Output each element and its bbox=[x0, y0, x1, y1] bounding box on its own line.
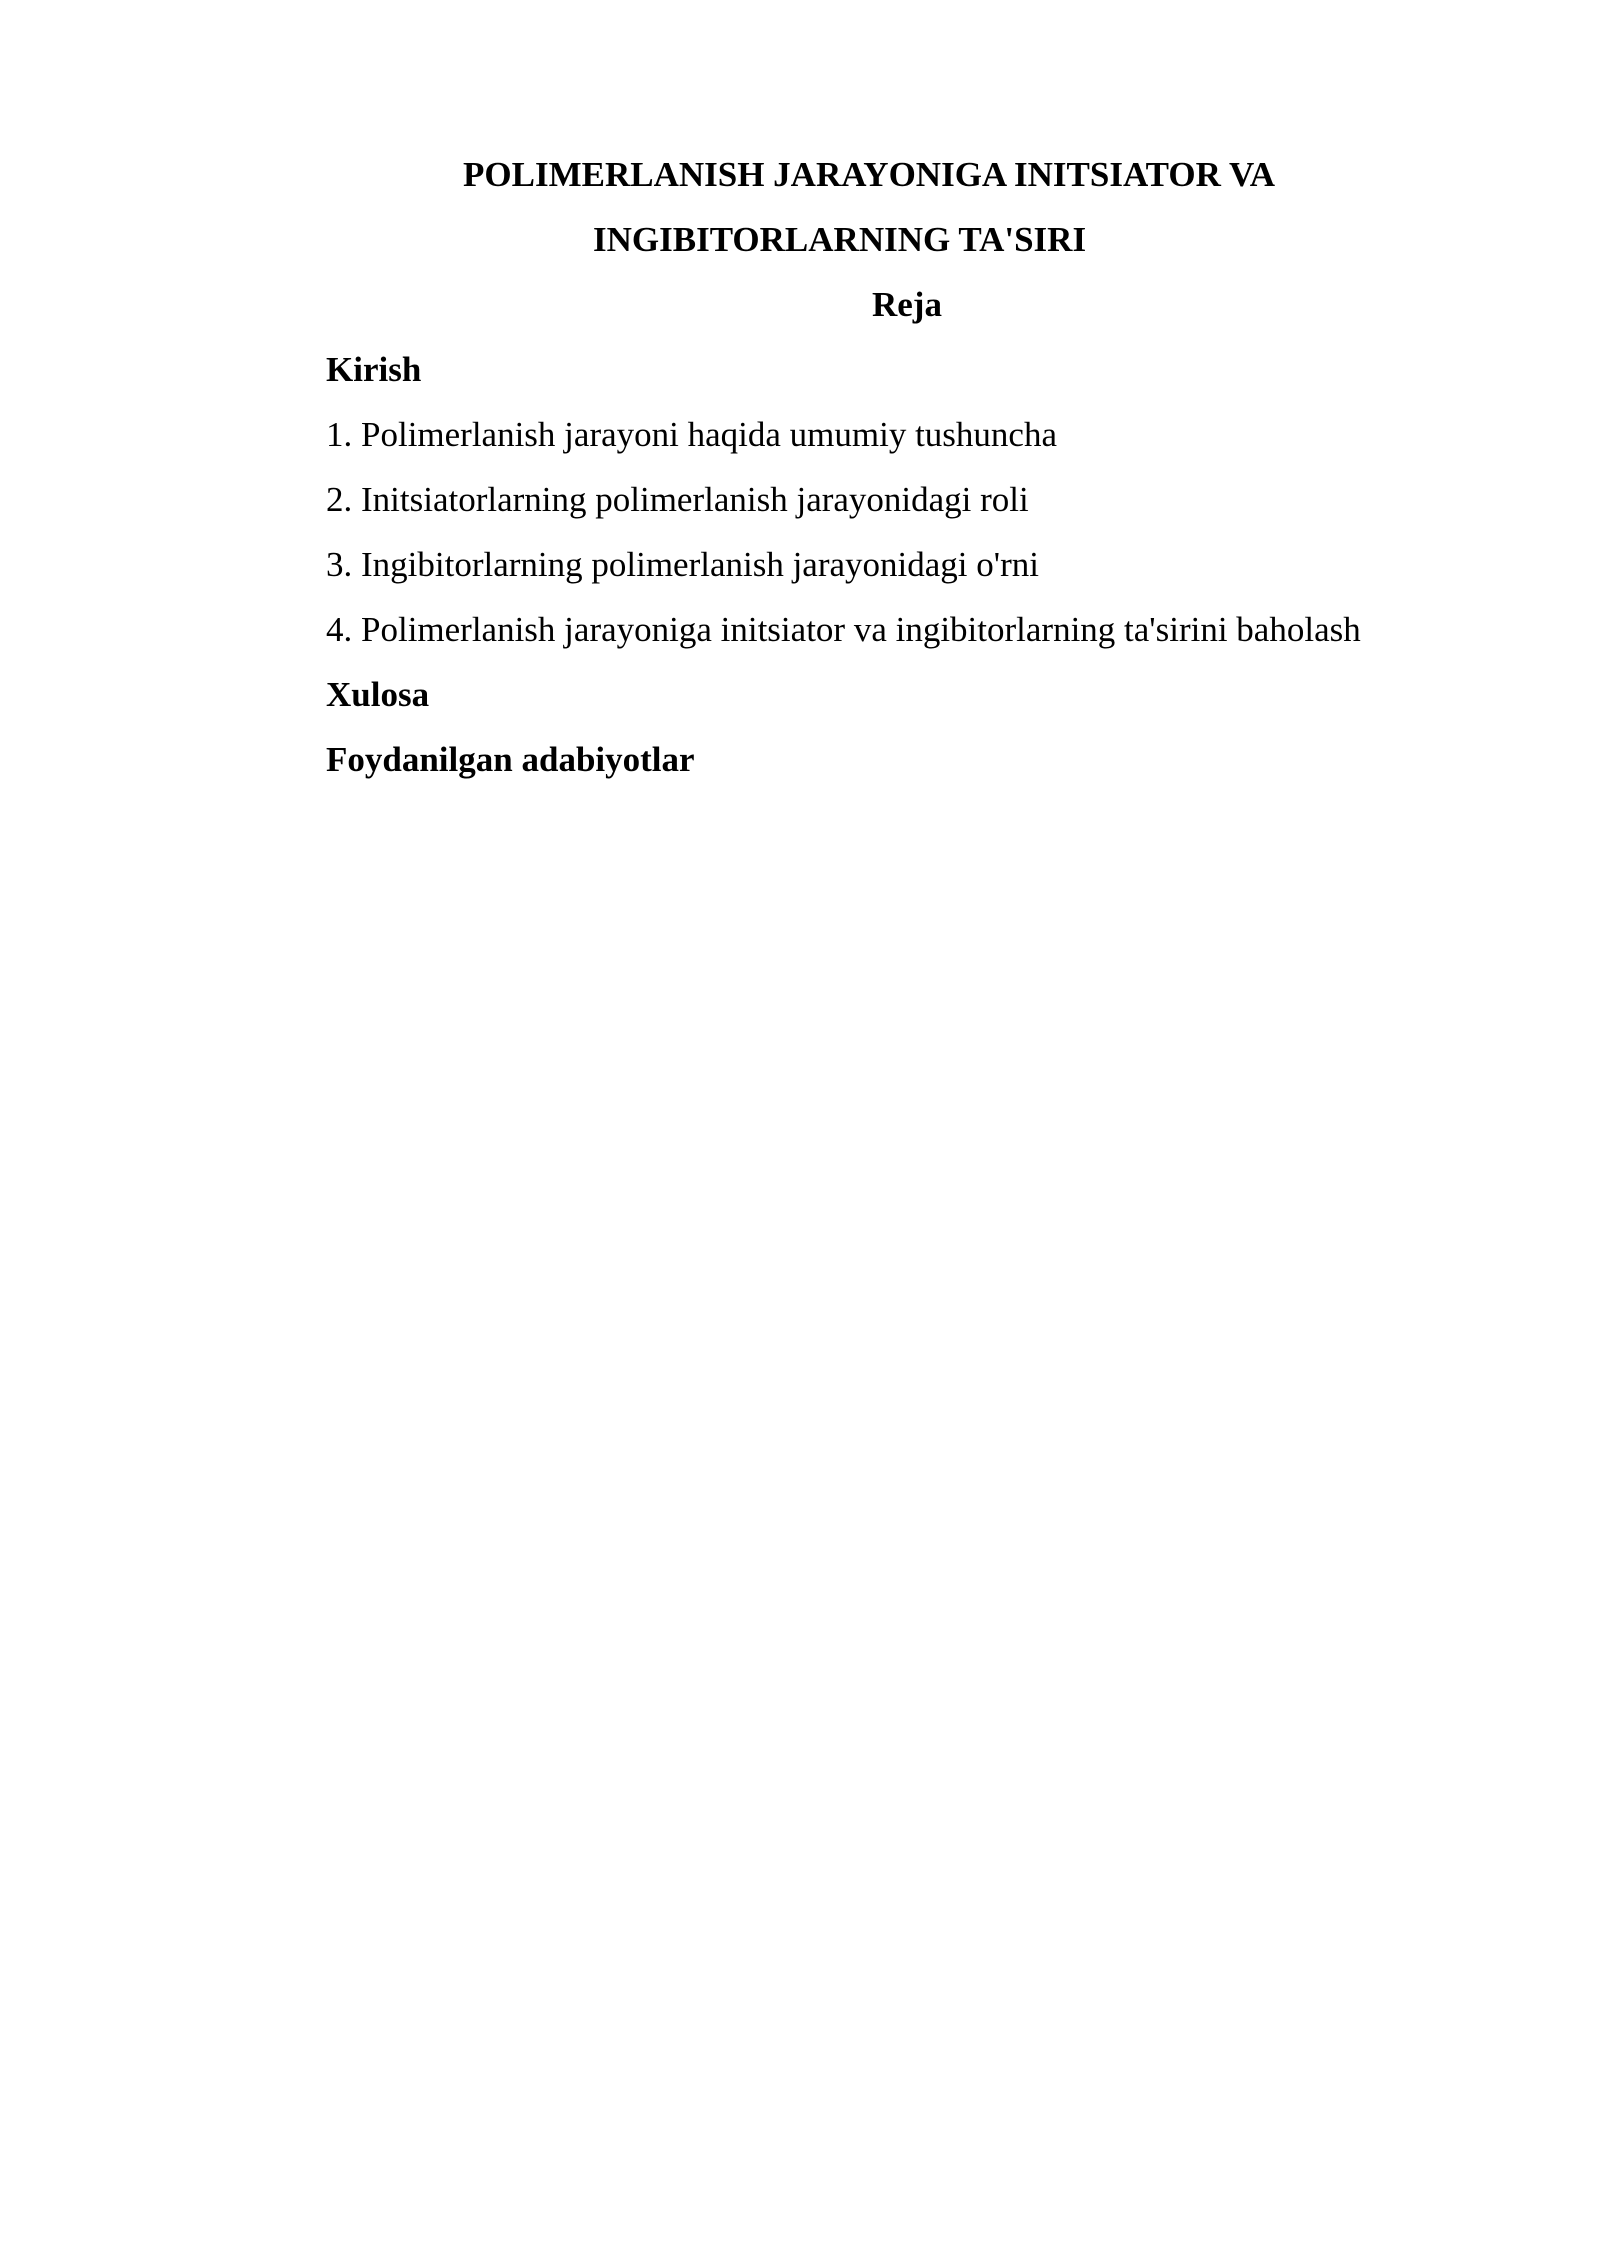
plan-item: 4. Polimerlanish jarayoniga initsiator va ingibitorlarning ta'sirini baholash bbox=[326, 610, 1361, 649]
plan-item: 1. Polimerlanish jarayoni haqida umumiy tushuncha bbox=[326, 415, 1057, 454]
title-line-1: POLIMERLANISH JARAYONIGA INITSIATOR VA bbox=[463, 155, 1276, 194]
plan-item: 3. Ingibitorlarning polimerlanish jarayonidagi o'rni bbox=[326, 545, 1039, 584]
section-conclusion: Xulosa bbox=[326, 675, 430, 714]
title-line-2: INGIBITORLARNING TA'SIRI bbox=[593, 220, 1087, 259]
plan-heading: Reja bbox=[872, 285, 942, 324]
plan-item: 2. Initsiatorlarning polimerlanish jarayonidagi roli bbox=[326, 480, 1029, 519]
section-references: Foydanilgan adabiyotlar bbox=[326, 740, 695, 779]
section-intro: Kirish bbox=[326, 350, 422, 389]
